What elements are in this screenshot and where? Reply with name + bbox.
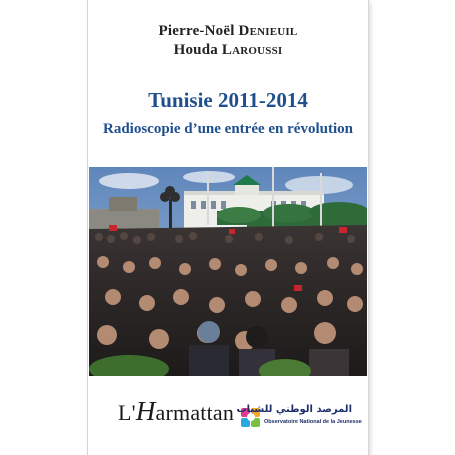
- author-2-first: Houda: [173, 42, 218, 58]
- author-2: [88, 41, 368, 60]
- author-block: [88, 22, 368, 60]
- publisher-wordmark: [118, 396, 234, 427]
- crowd-photo-illustration: [89, 167, 367, 376]
- partner-french-name: Observatoire National de la Jeunesse: [264, 419, 362, 425]
- partner-logo-observatoire: [236, 404, 362, 430]
- publisher-rest: armattan: [155, 400, 235, 425]
- cover-photo-crowd: [89, 167, 367, 376]
- publisher-big-letter: H: [135, 396, 156, 426]
- publisher-logo-harmattan: [118, 396, 235, 430]
- author-1-first: Pierre-Noël: [158, 23, 235, 39]
- book-cover: [88, 0, 368, 455]
- author-2-last: Laroussi: [221, 42, 283, 58]
- author-1-last: Denieuil: [238, 23, 298, 39]
- author-1: [88, 22, 368, 41]
- book-title: Tunisie 2011-2014: [148, 88, 308, 112]
- publisher-initial: L': [118, 400, 136, 425]
- book-subtitle: Radioscopie d’une entrée en révolution: [103, 121, 353, 137]
- partner-arabic-name: المرصد الوطني للشباب: [236, 404, 352, 415]
